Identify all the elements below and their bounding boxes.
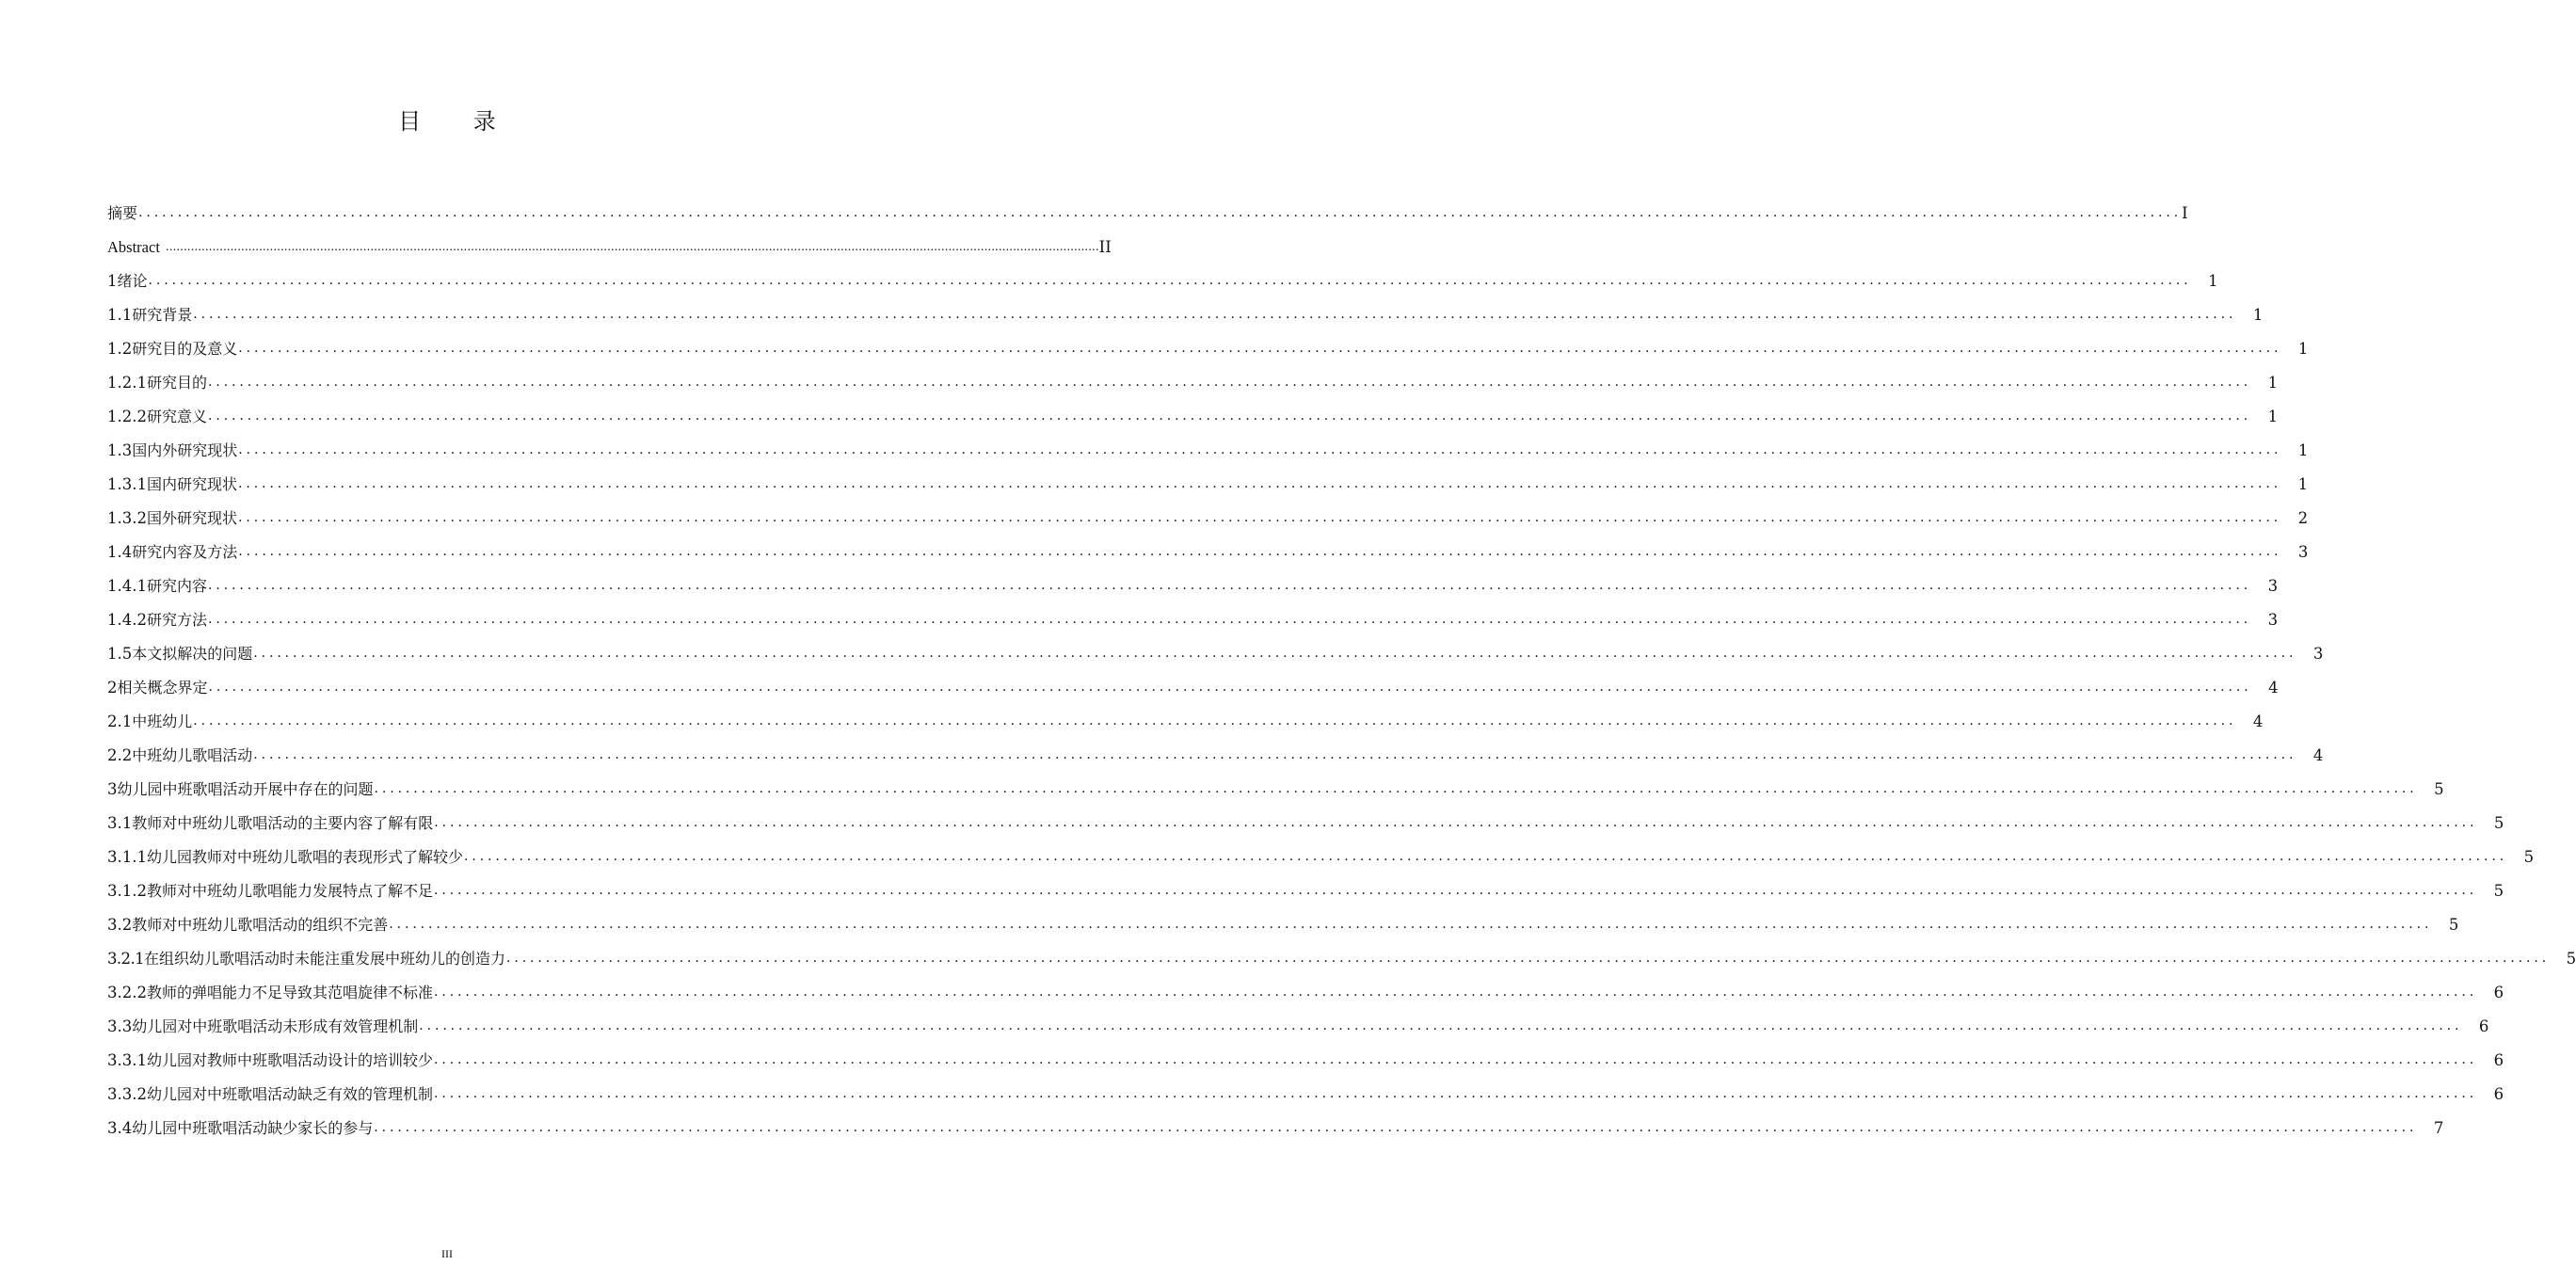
toc-leader-dots: ....................................................................................................................................................................................................................................................................	[138, 205, 2183, 220]
toc-leader-dots: ....................................................................................................................................................................................................................................................................	[208, 680, 2252, 695]
toc-leader-dots: ....................................................................................................................................................................................................................................................................	[193, 713, 2237, 729]
toc-entry-number: 1.1	[107, 306, 133, 324]
toc-entry-number: 3.1.2	[107, 882, 147, 900]
toc-entry-title: 在组织幼儿歌唱活动时未能注重发展中班幼儿的创造力	[143, 950, 505, 968]
toc-entry-title: 中班幼儿	[132, 713, 193, 730]
toc-entry-page: 1	[2208, 272, 2218, 290]
toc-leader-dots: ....................................................................................................................................................................................................................................................................	[434, 1052, 2478, 1067]
toc-entry-page: 1	[2252, 306, 2264, 324]
toc-leader-dots: ....................................................................................................................................................................................................................................................................	[208, 578, 2252, 593]
toc-entry[interactable]	[107, 902, 2459, 936]
toc-entry[interactable]	[107, 529, 2309, 563]
toc-entry-title: 研究意义	[146, 408, 207, 425]
toc-entry-number: 1.4.1	[107, 577, 147, 595]
toc-entry-number: 1.3.2	[107, 509, 147, 527]
toc-entry[interactable]	[107, 766, 2444, 800]
toc-entry-title: 国内研究现状	[146, 475, 237, 493]
toc-entry-number: 2.1	[107, 713, 133, 730]
toc-entry-page: 6	[2478, 1017, 2489, 1035]
toc-entry-title: 幼儿园对教师中班歌唱活动设计的培训较少	[146, 1051, 433, 1069]
toc-entry-page: 3	[2267, 611, 2279, 629]
toc-entry[interactable]	[107, 427, 2309, 461]
toc-leader-dots: ....................................................................................................................................................................................................................................................................	[148, 273, 2192, 288]
toc-leader-dots: ....................................................................................................................................................................................................................................................................	[374, 781, 2418, 796]
toc-entry-number: 1.2.2	[107, 408, 147, 425]
toc-entry-page: 4	[2268, 679, 2279, 697]
toc-entry-page: 5	[2493, 882, 2504, 900]
toc-entry-page: 7	[2433, 1119, 2444, 1137]
toc-leader-dots: ....................................................................................................................................................................................................................................................................	[193, 307, 2237, 322]
toc-leader-dots: ....................................................................................................................................................................................................................................................................	[464, 849, 2508, 864]
toc-entry[interactable]	[107, 631, 2324, 665]
toc-entry[interactable]	[107, 258, 2218, 292]
toc-entry-page: 1	[2267, 374, 2279, 392]
toc-entry-page: 6	[2493, 984, 2504, 1001]
toc-entry-page: 5	[2493, 814, 2504, 832]
toc-entry-title: 幼儿园中班歌唱活动开展中存在的问题	[117, 780, 374, 798]
toc-entry-number: 3.4	[107, 1119, 133, 1137]
toc-entry-title: 国外研究现状	[146, 509, 237, 527]
toc-leader-dots: ....................................................................................................................................................................................................................................................................	[238, 544, 2282, 559]
toc-entry[interactable]	[107, 1071, 2504, 1105]
toc-entry-number: 1.3.1	[107, 475, 147, 493]
toc-entry-page: 6	[2493, 1051, 2504, 1069]
toc-entry-number: 3.3.2	[107, 1085, 147, 1103]
toc-leader-dots: ....................................................................................................................................................................................................................................................................	[374, 1120, 2418, 1135]
toc-entry[interactable]	[107, 326, 2309, 360]
toc-leader-dots: ....................................................................................................................................................................................................................................................................	[238, 510, 2282, 525]
toc-entry-number: 3.2.2	[107, 984, 147, 1001]
toc-entry-number: 3.1.1	[107, 848, 147, 866]
table-of-contents	[107, 190, 2576, 1139]
toc-entry-page: 5	[2448, 916, 2459, 934]
toc-entry-title: 教师对中班幼儿歌唱能力发展特点了解不足	[146, 882, 433, 900]
toc-entry[interactable]	[107, 698, 2264, 732]
toc-entry[interactable]	[107, 495, 2309, 529]
toc-entry-page: 1	[2267, 408, 2279, 425]
toc-leader-dots: ....................................................................................................................................................................................................................................................................	[506, 951, 2551, 966]
page-title: 目 录	[398, 108, 519, 135]
toc-entry[interactable]	[107, 969, 2504, 1003]
toc-entry-title: 幼儿园对中班歌唱活动未形成有效管理机制	[132, 1017, 419, 1035]
toc-entry-number: 1.3	[107, 441, 133, 459]
toc-entry-number: 1.4.2	[107, 611, 147, 629]
toc-entry[interactable]	[107, 665, 2279, 698]
toc-leader-dots: ....................................................................................................................................................................................................................................................................	[238, 341, 2282, 356]
toc-entry-title: 幼儿园教师对中班幼儿歌唱的表现形式了解较少	[146, 848, 463, 866]
toc-entry-title: 教师对中班幼儿歌唱活动的主要内容了解有限	[132, 814, 434, 832]
toc-entry-number: 2.2	[107, 746, 133, 764]
toc-entry[interactable]	[107, 1003, 2489, 1037]
toc-entry-title: 教师对中班幼儿歌唱活动的组织不完善	[132, 916, 389, 934]
toc-entry-title: 要	[122, 204, 138, 222]
toc-entry[interactable]	[107, 393, 2279, 427]
toc-entry-title: 中班幼儿歌唱活动	[132, 746, 253, 764]
toc-entry-number: 1.2.1	[107, 374, 147, 392]
toc-leader-dots: ....................................................................................................................................................................................................................................................................	[434, 815, 2478, 830]
toc-entry[interactable]	[107, 732, 2324, 766]
toc-entry-title: 研究方法	[146, 611, 207, 629]
toc-entry-title: Abstract	[107, 238, 160, 256]
toc-entry-title: 绪论	[117, 272, 148, 290]
toc-leader-dots: ....................................................................................................................................................................................................................................................................	[419, 1018, 2463, 1033]
toc-entry-page: 5	[2523, 848, 2535, 866]
toc-entry-number: 1.5	[107, 645, 133, 663]
toc-entry[interactable]	[107, 1105, 2444, 1139]
toc-entry[interactable]: 摘 要 .................................................................................................................................................................................................................................................................... I	[107, 204, 2188, 222]
toc-entry[interactable]	[107, 800, 2504, 834]
toc-entry-page: 3	[2267, 577, 2279, 595]
toc-entry-page: 4	[2312, 746, 2324, 764]
toc-leader-dots: ....................................................................................................................................................................................................................................................................	[208, 612, 2252, 627]
toc-entry[interactable]	[107, 834, 2535, 868]
toc-entry[interactable]	[107, 868, 2504, 902]
toc-leader-dots: ....................................................................................................................................................................................................................................................................	[208, 375, 2252, 390]
toc-entry-title: 幼儿园中班歌唱活动缺少家长的参与	[132, 1119, 374, 1137]
toc-entry-title: 研究内容	[146, 577, 207, 595]
toc-entry[interactable]	[107, 461, 2309, 495]
toc-entry[interactable]	[107, 597, 2279, 631]
toc-entry-number: 3.1	[107, 814, 133, 832]
toc-entry[interactable]: Abstract .................................................................................................................................................................................................................................................................... II	[107, 238, 1112, 256]
toc-leader-dots: ....................................................................................................................................................................................................................................................................	[238, 476, 2282, 491]
toc-entry-title: 教师的弹唱能力不足导致其范唱旋律不标准	[146, 984, 433, 1001]
toc-entry-title: 研究背景	[132, 306, 193, 324]
toc-leader-dots: ....................................................................................................................................................................................................................................................................	[165, 240, 1099, 253]
toc-entry-page: 1	[2297, 475, 2309, 493]
toc-entry-page: 2	[2297, 509, 2309, 527]
toc-entry-page: 5	[2566, 950, 2576, 968]
toc-entry[interactable]	[107, 563, 2279, 597]
toc-leader-dots: ....................................................................................................................................................................................................................................................................	[389, 917, 2433, 932]
toc-entry-page: 5	[2434, 780, 2444, 798]
toc-entry-number: 1.4	[107, 543, 133, 561]
toc-entry-title: 本文拟解决的问题	[132, 645, 253, 663]
toc-entry-title: 国内外研究现状	[132, 441, 238, 459]
toc-entry[interactable]	[107, 1037, 2504, 1071]
toc-entry-title: 相关概念界定	[117, 679, 208, 697]
toc-entry-number: 3.3	[107, 1017, 133, 1035]
toc-leader-dots: ....................................................................................................................................................................................................................................................................	[434, 883, 2478, 898]
toc-entry-number: 3.2.1	[107, 950, 144, 968]
toc-leader-dots: ....................................................................................................................................................................................................................................................................	[434, 985, 2478, 1000]
toc-entry-number: 3.2	[107, 916, 133, 934]
toc-entry-number: 摘	[107, 204, 123, 222]
toc-entry-number: 1.2	[107, 340, 133, 358]
toc-entry-page: 3	[2297, 543, 2309, 561]
toc-entry-number: 3.3.1	[107, 1051, 147, 1069]
toc-entry-title: 研究目的	[146, 374, 207, 392]
toc-entry[interactable]	[107, 292, 2264, 326]
toc-leader-dots: ....................................................................................................................................................................................................................................................................	[253, 747, 2297, 762]
toc-leader-dots: ....................................................................................................................................................................................................................................................................	[253, 646, 2297, 661]
toc-entry-page: 4	[2252, 713, 2264, 730]
page-number-footer: III	[441, 1247, 453, 1260]
toc-entry-title: 研究目的及意义	[132, 340, 238, 358]
toc-entry-number: 1	[107, 272, 118, 290]
toc-entry-page: 1	[2297, 340, 2309, 358]
toc-entry-title: 研究内容及方法	[132, 543, 238, 561]
toc-entry-page: 3	[2312, 645, 2324, 663]
toc-leader-dots: ....................................................................................................................................................................................................................................................................	[434, 1086, 2478, 1101]
toc-entry[interactable]	[107, 936, 2576, 969]
toc-leader-dots: ....................................................................................................................................................................................................................................................................	[208, 408, 2252, 424]
toc-entry-title: 幼儿园对中班歌唱活动缺乏有效的管理机制	[146, 1085, 433, 1103]
toc-leader-dots: ....................................................................................................................................................................................................................................................................	[238, 442, 2282, 457]
toc-entry[interactable]	[107, 360, 2279, 393]
toc-entry-number: 2	[107, 679, 118, 697]
toc-entry-page: 6	[2493, 1085, 2504, 1103]
toc-entry-number: 3	[107, 780, 118, 798]
toc-entry-page: 1	[2297, 441, 2309, 459]
